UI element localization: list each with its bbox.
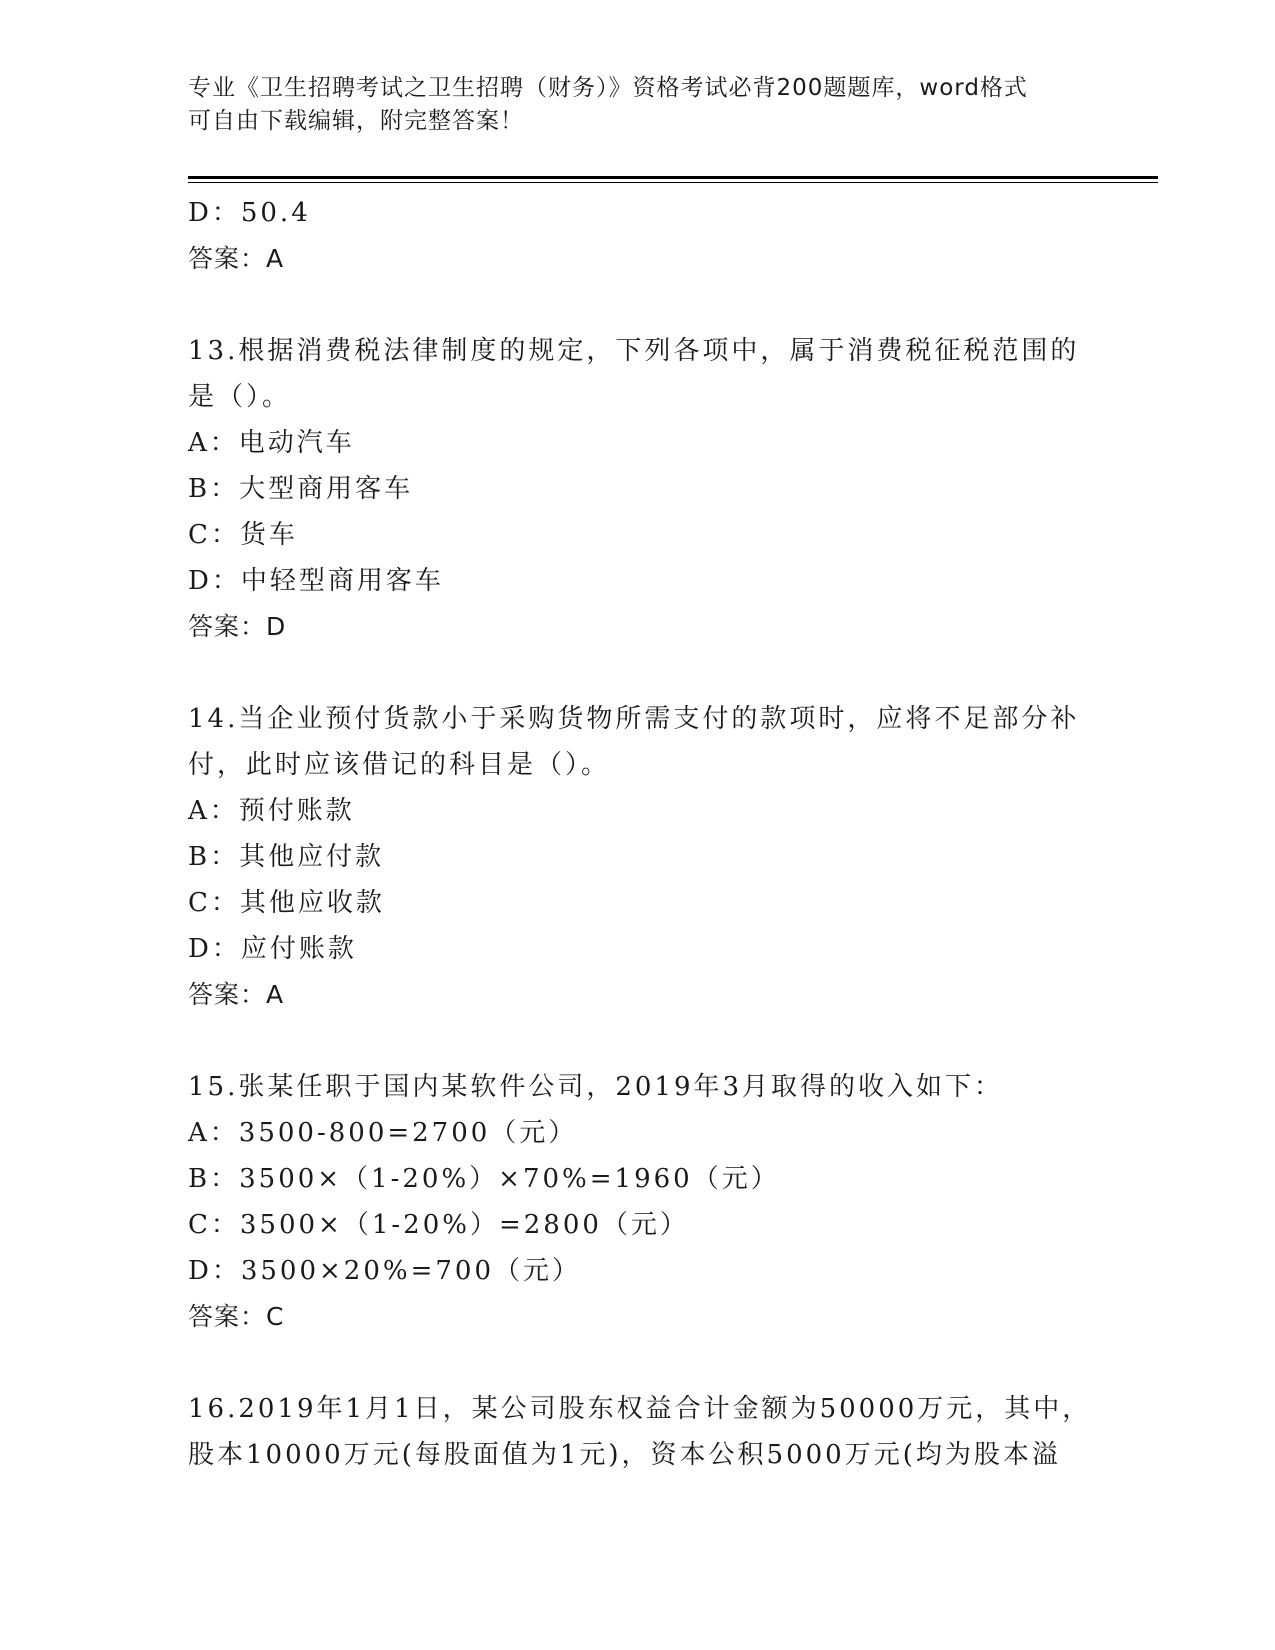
prev-option-d: D：50.4 bbox=[188, 198, 311, 228]
header-rule-thick bbox=[188, 176, 1158, 179]
question-stem: 15.张某任职于国内某软件公司，2019年3月取得的收入如下： bbox=[188, 1072, 1004, 1102]
option-c: C：3500×（1-20%）=2800（元） bbox=[188, 1210, 689, 1240]
header-title-line-1: 专业《卫生招聘考试之卫生招聘（财务）》资格考试必背200题题库，word格式 bbox=[188, 75, 1028, 101]
question-16 bbox=[188, 1386, 1092, 1478]
question-14 bbox=[188, 696, 1088, 1018]
question-stem-continued: 是（）。 bbox=[188, 382, 292, 412]
option-d: D：应付账款 bbox=[188, 934, 357, 964]
spacer bbox=[188, 1340, 1088, 1386]
option-a: A：电动汽车 bbox=[188, 428, 355, 458]
option-b: B：大型商用客车 bbox=[188, 474, 414, 504]
option-b: B：3500×（1-20%）×70%=1960（元） bbox=[188, 1164, 780, 1194]
option-c: C：货车 bbox=[188, 520, 298, 550]
question-stem: 13.根据消费税法律制度的规定，下列各项中，属于消费税征税范围的 bbox=[188, 336, 1080, 366]
question-stem-continued: 股本10000万元(每股面值为1元)，资本公积5000万元(均为股本溢 bbox=[188, 1440, 1061, 1470]
spacer bbox=[188, 1018, 1088, 1064]
question-stem: 14.当企业预付货款小于采购货物所需支付的款项时，应将不足部分补 bbox=[188, 704, 1080, 734]
question-stem-continued: 付，此时应该借记的科目是（）。 bbox=[188, 750, 611, 780]
header-rule-thin bbox=[188, 182, 1158, 183]
option-c: C：其他应收款 bbox=[188, 888, 385, 918]
spacer bbox=[188, 650, 1088, 696]
spacer bbox=[188, 282, 1088, 328]
prev-answer: 答案：A bbox=[188, 244, 285, 273]
answer: 答案：A bbox=[188, 980, 285, 1009]
header-title-line-2: 可自由下载编辑，附完整答案！ bbox=[188, 108, 524, 134]
option-d: D：3500×20%=700（元） bbox=[188, 1256, 581, 1286]
question-15 bbox=[188, 1064, 1088, 1340]
document-header bbox=[188, 72, 1088, 138]
option-b: B：其他应付款 bbox=[188, 842, 385, 872]
answer: 答案：C bbox=[188, 1302, 285, 1331]
option-a: A：预付账款 bbox=[188, 796, 355, 826]
question-stem: 16.2019年1月1日，某公司股东权益合计金额为50000万元，其中， bbox=[188, 1394, 1092, 1424]
option-d: D：中轻型商用客车 bbox=[188, 566, 444, 596]
option-a: A：3500-800=2700（元） bbox=[188, 1118, 578, 1148]
question-list bbox=[188, 190, 1092, 1478]
question-13 bbox=[188, 328, 1088, 650]
answer: 答案：D bbox=[188, 612, 287, 641]
